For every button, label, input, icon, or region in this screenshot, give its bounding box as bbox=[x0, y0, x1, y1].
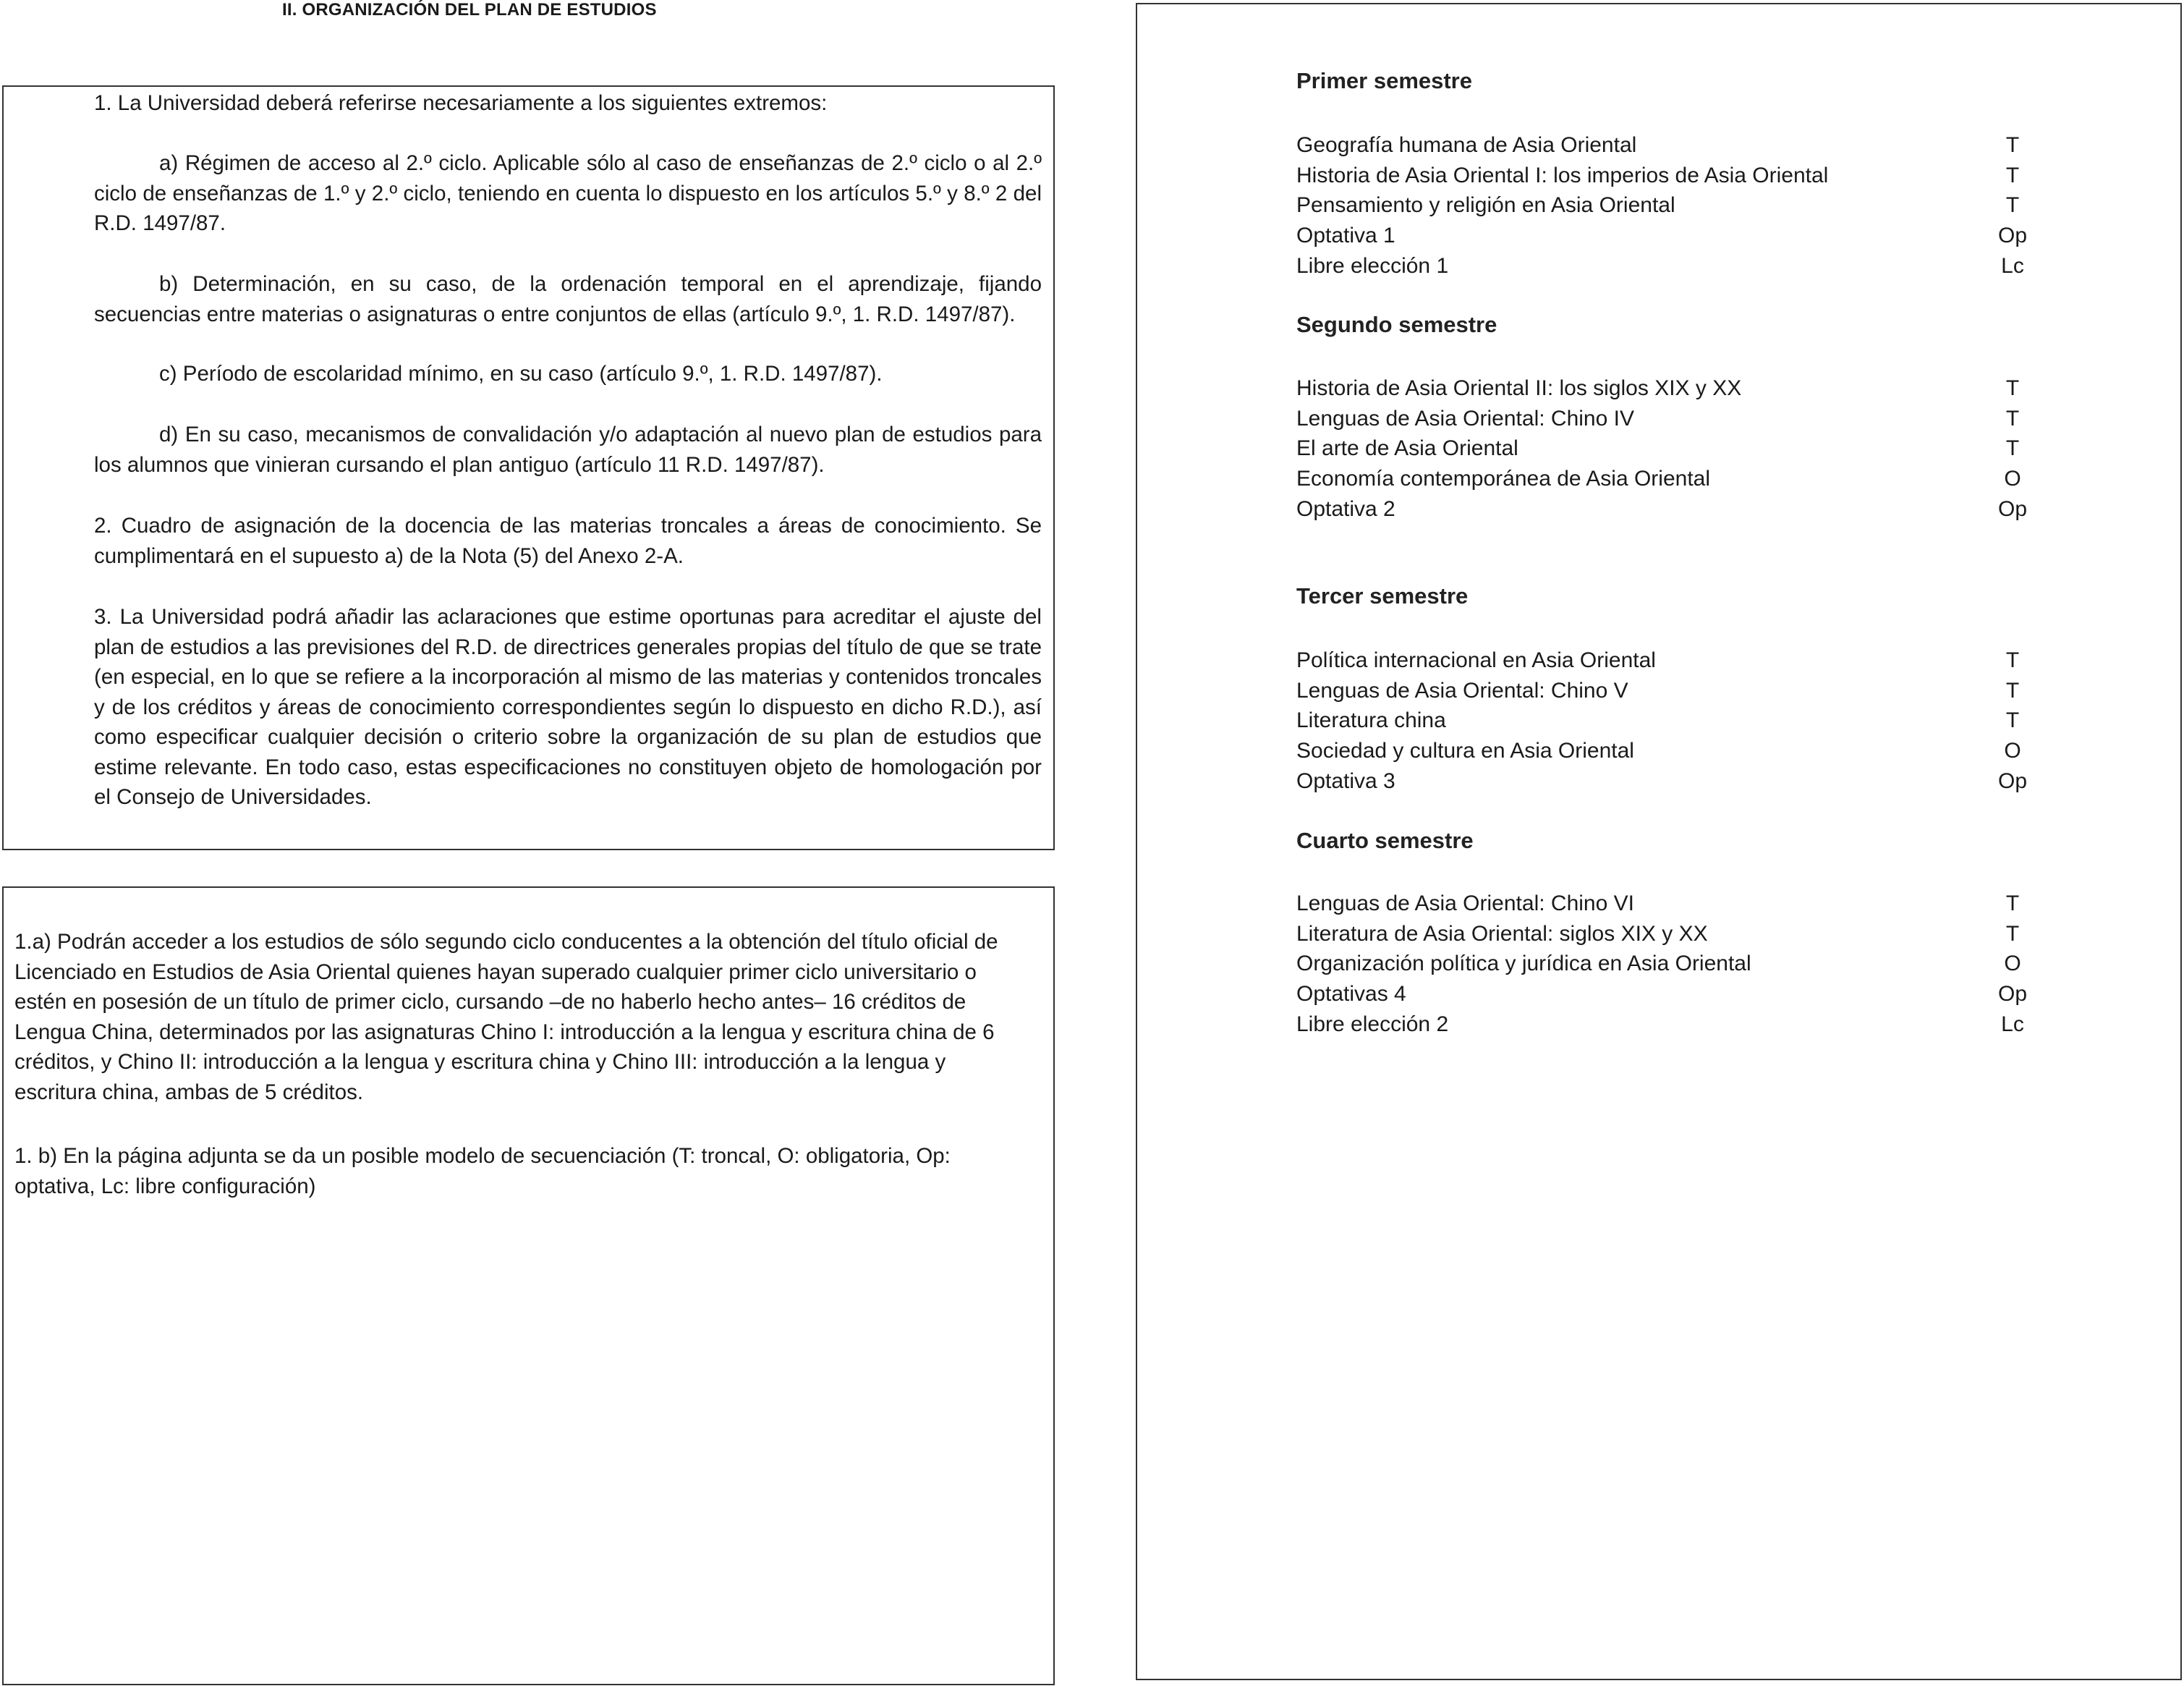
course-type: T bbox=[2005, 163, 2020, 187]
course-row bbox=[1296, 494, 2041, 525]
semester-1-courses bbox=[1296, 130, 2041, 281]
answer-1b: 1. b) En la página adjunta se da un posible modelo de secuenciación (T: troncal, O: obligatoria, Op: optativa, Lc: libre configuración) bbox=[14, 1144, 951, 1198]
course-name: Libre elección 1 bbox=[1296, 253, 1449, 278]
answer-1a: 1.a) Podrán acceder a los estudios de sólo segundo ciclo conducentes a la obtención del título oficial de Licenciado en Estudios de Asia Oriental quienes hayan superado cualquier primer ciclo universitario o estén en posesión de un título de primer ciclo, cursando –de no haberlo hecho antes– 16 créditos de Lengua China, determinados por las asignaturas Chino I: introducción a la lengua y escritura china de 6 créditos, y Chino II: introducción a la lengua y escritura china y Chino III: introducción a la lengua y escritura china, ambas de 5 créditos. bbox=[14, 930, 998, 1104]
course-name: Lenguas de Asia Oriental: Chino IV bbox=[1296, 406, 1634, 431]
course-type: Lc bbox=[2001, 1012, 2024, 1036]
course-name: Optativa 1 bbox=[1296, 224, 1395, 248]
course-row bbox=[1296, 161, 2041, 191]
course-name: Organización política y jurídica en Asia Oriental bbox=[1296, 952, 1751, 976]
course-type: Op bbox=[1997, 768, 2028, 793]
course-row bbox=[1296, 404, 2041, 434]
instruction-1c: c) Período de escolaridad mínimo, en su caso (artículo 9.º, 1. R.D. 1497/87). bbox=[159, 362, 883, 386]
course-row bbox=[1296, 766, 2041, 797]
course-type: O bbox=[2004, 739, 2021, 763]
semester-2-title: Segundo semestre bbox=[1296, 312, 1497, 337]
semester-3-title: Tercer semestre bbox=[1296, 583, 1469, 609]
course-name: Lenguas de Asia Oriental: Chino V bbox=[1296, 678, 1628, 703]
course-row bbox=[1296, 645, 2041, 676]
course-type: T bbox=[2005, 133, 2020, 157]
course-name: Libre elección 2 bbox=[1296, 1012, 1449, 1036]
instructions-box bbox=[2, 85, 1055, 850]
course-row bbox=[1296, 676, 2041, 706]
course-type: T bbox=[2005, 891, 2020, 915]
instruction-1: 1. La Universidad deberá referirse necesariamente a los siguientes extremos: bbox=[94, 91, 828, 115]
instruction-1d: d) En su caso, mecanismos de convalidación y/o adaptación al nuevo plan de estudios para los alumnos que vinieran cursando el plan antiguo (artículo 11 R.D. 1497/87). bbox=[94, 423, 1042, 477]
instruction-3: 3. La Universidad podrá añadir las aclaraciones que estime oportunas para acreditar el ajuste del plan de estudios a las previsiones del R.D. de directrices generales propias del título de que se trate (en especial, en lo que se refiere a la incorporación al mismo de las materias y contenidos troncales y de los créditos y áreas de conocimiento correspondientes según lo dispuesto en dicho R.D.), así como especificar cualquier decisión o criterio sobre la organización de su plan de estudios que estime relevante. En todo caso, estas especificaciones no constituyen objeto de homologación por el Consejo de Universidades. bbox=[94, 605, 1042, 809]
course-row bbox=[1296, 706, 2041, 736]
course-row bbox=[1296, 190, 2041, 221]
course-type: Op bbox=[1997, 982, 2028, 1007]
course-row bbox=[1296, 221, 2041, 251]
course-name: Optativa 2 bbox=[1296, 496, 1395, 521]
course-row bbox=[1296, 889, 2041, 919]
course-type: Op bbox=[1997, 224, 2028, 248]
course-row bbox=[1296, 736, 2041, 766]
course-name: El arte de Asia Oriental bbox=[1296, 436, 1518, 461]
course-name: Política internacional en Asia Oriental bbox=[1296, 648, 1656, 672]
course-type: O bbox=[2004, 952, 2021, 976]
semester-3-courses bbox=[1296, 645, 2041, 796]
instruction-2: 2. Cuadro de asignación de la docencia de las materias troncales a áreas de conocimiento. Se cumplimentará en el supuesto a) de la Nota (5) del Anexo 2-A. bbox=[94, 514, 1042, 568]
answers-box bbox=[2, 886, 1055, 1685]
course-row bbox=[1296, 433, 2041, 464]
course-type: Lc bbox=[2001, 253, 2024, 278]
course-type: T bbox=[2005, 648, 2020, 672]
course-row bbox=[1296, 949, 2041, 979]
course-type: T bbox=[2005, 678, 2020, 703]
course-type: T bbox=[2005, 193, 2020, 218]
semester-2-courses bbox=[1296, 373, 2041, 524]
course-name: Optativa 3 bbox=[1296, 768, 1395, 793]
instruction-1b: b) Determinación, en su caso, de la ordenación temporal en el aprendizaje, fijando secuencias entre materias o asignaturas o entre conjuntos de ellas (artículo 9.º, 1. R.D. 1497/87). bbox=[94, 272, 1042, 326]
course-type: T bbox=[2005, 708, 2020, 733]
course-name: Economía contemporánea de Asia Oriental bbox=[1296, 467, 1711, 491]
course-name: Lenguas de Asia Oriental: Chino VI bbox=[1296, 891, 1634, 915]
instruction-1a: a) Régimen de acceso al 2.º ciclo. Aplicable sólo al caso de enseñanzas de 2.º ciclo o al 2.º ciclo de enseñanzas de 1.º y 2.º ciclo, teniendo en cuenta lo dispuesto en los artículos 5.º y 8.º 2 del R.D. 1497/87. bbox=[94, 151, 1042, 235]
course-row bbox=[1296, 130, 2041, 161]
semester-1-title: Primer semestre bbox=[1296, 68, 1472, 93]
course-type: T bbox=[2005, 436, 2020, 461]
course-type: T bbox=[2005, 406, 2020, 431]
course-name: Optativas 4 bbox=[1296, 982, 1406, 1007]
course-row bbox=[1296, 1009, 2041, 1040]
course-name: Literatura china bbox=[1296, 708, 1446, 733]
course-row bbox=[1296, 919, 2041, 949]
course-type: Op bbox=[1997, 496, 2028, 521]
course-type: O bbox=[2004, 467, 2021, 491]
course-row bbox=[1296, 251, 2041, 281]
course-row bbox=[1296, 373, 2041, 404]
course-name: Pensamiento y religión en Asia Oriental bbox=[1296, 193, 1675, 218]
course-name: Literatura de Asia Oriental: siglos XIX y XX bbox=[1296, 921, 1708, 946]
course-name: Historia de Asia Oriental II: los siglos XIX y XX bbox=[1296, 376, 1742, 400]
course-type: T bbox=[2005, 376, 2020, 400]
course-row bbox=[1296, 464, 2041, 494]
semester-4-title: Cuarto semestre bbox=[1296, 828, 1474, 853]
course-row bbox=[1296, 979, 2041, 1009]
course-type: T bbox=[2005, 921, 2020, 946]
section-heading: II. ORGANIZACIÓN DEL PLAN DE ESTUDIOS bbox=[282, 0, 657, 20]
course-name: Historia de Asia Oriental I: los imperios de Asia Oriental bbox=[1296, 163, 1829, 187]
course-name: Geografía humana de Asia Oriental bbox=[1296, 133, 1637, 157]
sequencing-box bbox=[1136, 3, 2182, 1680]
course-name: Sociedad y cultura en Asia Oriental bbox=[1296, 739, 1634, 763]
semester-4-courses bbox=[1296, 889, 2041, 1039]
